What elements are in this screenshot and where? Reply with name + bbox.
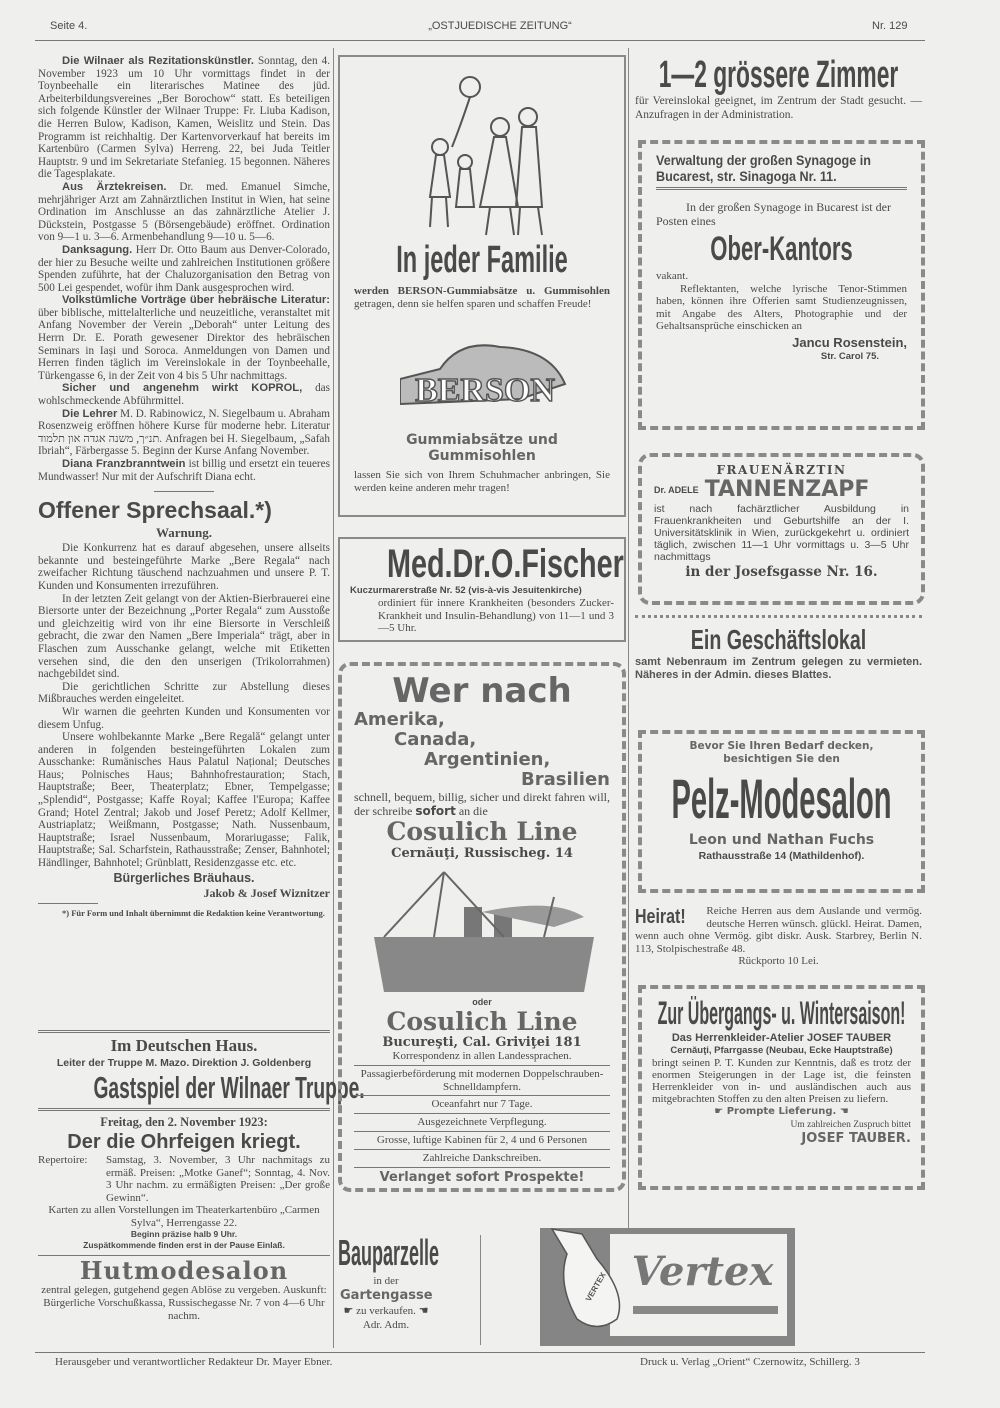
tauber-closing: Um zahlreichen Zuspruch bittet <box>790 1120 911 1130</box>
tauber-atelier: Das Herrenkleider-Atelier JOSEF TAUBER <box>671 1032 892 1044</box>
tauber-address: Cernăuţi, Pfarrgasse (Neubau, Ecke Hauptstraße) <box>670 1045 893 1056</box>
left-column <box>38 55 330 918</box>
footer-editor: Herausgeber und verantwortlicher Redakteur Dr. Mayer Ebner. <box>55 1356 333 1368</box>
pelz-title: Pelz-Modesalon <box>671 767 892 830</box>
berson-text <box>354 285 610 311</box>
signature-brewery: Bürgerliches Bräuhaus. <box>113 870 255 885</box>
sale-text: zu verkaufen. <box>356 1305 416 1317</box>
cosulich-or: oder <box>472 997 492 1007</box>
underline-bar <box>633 1306 778 1314</box>
article-heading: Volkstümliche Vorträge über hebräische Literatur: <box>62 294 330 307</box>
pointing-hand-icon: ☛ <box>714 1106 724 1117</box>
theater-play: Der die Ohrfeigen kriegt. <box>67 1131 301 1153</box>
family-illustration <box>400 67 560 242</box>
article-text: das wohlschmeckende Abführmittel. <box>38 382 330 408</box>
frauenaerztin-title: FRAUENÄRZTIN <box>716 463 847 477</box>
fischer-text: ordiniert für innere Krankheiten (besonders Zucker-Krankheit und Insulin-Behandlung) von 11—1 und 3—5 Uhr. <box>378 597 614 634</box>
divider <box>354 1113 610 1114</box>
footer-rule <box>35 1352 925 1353</box>
vertex-ad <box>540 1228 795 1346</box>
synagoge-contact: Jancu Rosenstein, <box>792 334 907 350</box>
divider <box>354 1095 610 1096</box>
fischer-ad <box>338 537 626 642</box>
berson-sub-line: Gummiabsätze und <box>406 432 558 448</box>
intro-line: Bevor Sie Ihren Bedarf decken, <box>689 740 874 752</box>
pointing-hand-icon: ☚ <box>418 1305 429 1317</box>
berson-ad <box>338 55 626 517</box>
country: Argentinien, <box>424 749 551 770</box>
synagoge-address: Str. Carol 75. <box>820 350 879 362</box>
signature-names: Jakob & Josef Wiznitzer <box>203 885 330 900</box>
berson-headline: In jeder Familie <box>396 239 568 281</box>
country-list <box>354 710 610 790</box>
doctor-surname: TANNENZAPF <box>704 477 870 502</box>
berson-shoe-logo <box>400 339 570 409</box>
theater-leader: Leiter der Truppe M. Mazo. Direktion J. Goldenberg <box>56 1057 312 1069</box>
cosulich-address-bucuresti: Bucureşti, Cal. Griviţei 181 <box>382 1035 582 1050</box>
bauparzelle-title: Bauparzelle <box>338 1232 440 1273</box>
pelz-address: Rathausstraße 14 (Mathildenhof). <box>698 850 865 862</box>
text: an die <box>458 804 488 818</box>
paragraph: Die Konkurrenz hat es darauf abgesehen, unsere allseits bekannte und besteingeführte Marke „Bere Regala“ nach zweifacher Richtung täuschend nachzuahmen und unsere P. T. Kunden und Konsumenten irrezuführen. <box>38 542 330 592</box>
berson-text-bold: werden BERSON-Gummiabsätze u. Gummisohlen <box>354 285 610 297</box>
article-text: ist billig und ersetzt ein teueres Mundwasser! Nur mit der Aufschrift Diana echt. <box>38 458 330 483</box>
repertoire-text: Samstag, 3. November, 3 Uhr nachmitags zu ermäß. Preisen: „Motke Ganef“; Sonntag, 4. Nov. 3 Uhr nachm. zu ermäßigten Preisen: „Der große Gewinn“. <box>106 1154 330 1204</box>
article-heading: Danksagung. <box>62 243 133 256</box>
column-divider <box>628 48 629 1228</box>
zimmer-text: für Vereinslokal geeignet, im Zentrum der Stadt gesucht. — Anzufragen in der Administration. <box>635 95 922 121</box>
cosulich-headline: Wer nach <box>392 671 572 711</box>
tauber-signature: JOSEF TAUBER. <box>801 1131 911 1146</box>
issue-number: Nr. 129 <box>872 20 908 32</box>
article-heading: Sicher und angenehm wirkt KOPROL, <box>62 382 303 395</box>
cosulich-name: Cosulich Line <box>386 817 578 846</box>
cosulich-correspondence: Korrespondenz in allen Landessprachen. <box>392 1050 572 1062</box>
rule <box>656 187 907 190</box>
synagoge-intro: In der großen Synagoge in Bucarest ist der Posten eines <box>656 200 891 228</box>
cosulich-name-2: Cosulich Line <box>386 1007 578 1036</box>
article-koprol <box>38 382 330 407</box>
geschaeft-text: samt Nebenraum im Zentrum gelegen zu vermieten. Näheres in der Admin. dieses Blattes. <box>635 656 922 681</box>
article-text: M. D. Rabinowicz, N. Siegelbaum u. Abraham Rosenzweig eröffnen höhere Kurse für moderne hebr. Literatur תנ״ך, משנה אגדה און תלמוד. Anfragen bei H. Siegelbaum, „Safah Ibriah“, Färbergasse 5. Beginn der Kurse Anfang November. <box>38 407 330 458</box>
repertoire <box>38 1154 330 1204</box>
cosulich-cta: Verlanget sofort Prospekte! <box>379 1170 585 1185</box>
heirat-title: Heirat! <box>635 906 686 928</box>
text: schnell, bequem, billig, sicher und direkt fahren will, der schreibe <box>354 790 610 818</box>
article-text: Herr Dr. Otto Baum aus Denver-Colorado, der hier zu Besuche weilte und zahlreichen Institutionen größere Spenden zuführte, hat der Chaluzorganisation den Betrag von 500 Lei gespendet, wofür ihm Dank ausgesprochen wird. <box>38 243 330 294</box>
feature: Passagierbeförderung mit modernen Doppelschrauben-Schnelldampfern. <box>360 1068 604 1093</box>
synagoge-text: Reflektanten, welche lyrische Tenor-Stimmen haben, können ihre Offerien samt Studienzeugnissen, mit Angabe des Alters, Photographie und der Gehaltsansprüche einschicken an <box>656 282 907 332</box>
country: Amerika, <box>354 709 445 730</box>
article-heading: Die Lehrer <box>62 407 118 420</box>
theater-start: Beginn präzise halb 9 Uhr. <box>130 1229 238 1239</box>
repertoire-label: Repertoire: <box>38 1154 88 1166</box>
vertex-brand: Vertex <box>631 1248 774 1295</box>
article-heading: Die Wilnaer als Rezitationskünstler. <box>62 55 254 67</box>
article-text: Sonntag, den 4. November 1923 um 10 Uhr vormittags findet in der Toynbeehalle ein literarisches Matinee des jüd. Arbeiterbildungsvereines „Ber Borochow“ statt. Es beteiligen sich folgende Künstler der Wilnaer Truppe: Fr. Liuba Kadison, die Herren Bulow, Kadison, Kamen, Weislitz und Stein. Das Programm ist reichhaltig. Der Kartenvorverkauf hat bereits im Kartenbüro (Carmen Sylva) Herreng. 22, bei Juda Teitler Hauptstr. 9 und im Sekretariate Stefanieg. 15 begonnen. Näheres die Tagesplakate. <box>38 55 330 181</box>
synagoge-title: Ober-Kantors <box>710 230 853 268</box>
paragraph: Unsere wohlbekannte Marke „Bere Regală“ gelangt unter anderen in folgenden besteingeführten Lokalen zum Ausschanke: Rumänisches Haus Palatul Național; Deutsches Haus; Polnisches Haus; Bahnhofrestauration; Stach, Hauptstraße; Beer, Theaterplatz; Ebner, Tempelgasse; „Splendid“, Postgasse; Kaffe Royal; Kaffee l'Europa; Kaffee Grand; Hotel Zentral; Jakob und Josef Peretz; Adolf Kellmer, Austriaplatz; Weißmann, Postgasse; Nath. Nussenbaum, Hauptstraße; Israel Nussenbaum, Morariugasse; Falik, Hauptstraße; Sal. Scharfstein, Rathausstraße; Zenser, Bahnhotel; Händlinger, Bahnhotel; Grünblatt, Residenzgasse etc. etc. <box>38 731 330 870</box>
fischer-address: Kuczurmarerstraße Nr. 52 (vis-à-vis Jesuitenkirche) <box>350 585 582 596</box>
rule <box>38 1108 330 1111</box>
divider <box>354 1167 610 1168</box>
heirat-text: Reiche Herren aus dem Auslande und vermög. deutsche Herren wünsch. glückl. Heirat. Damen, wenn auch ohne Vermög. gibt diskr. Ausk. Starbrey, Berlin N. 113, Stolpischestraße 48. <box>635 905 922 955</box>
synagoge-ad <box>638 140 925 430</box>
berson-sub-line: Gummisohlen <box>428 448 536 464</box>
berson-logo-text: BERSON <box>415 372 555 409</box>
column-divider <box>333 48 334 1348</box>
column-divider <box>480 1235 481 1345</box>
pelz-owners: Leon und Nathan Fuchs <box>688 832 875 848</box>
divider <box>354 1149 610 1150</box>
fischer-name: Med.Dr.O.Fischer <box>386 542 624 586</box>
header-rule <box>35 40 925 41</box>
doctor-name <box>654 477 909 503</box>
rule <box>38 1030 330 1033</box>
article-danksagung <box>38 244 330 294</box>
section-subtitle: Warnung. <box>156 525 212 541</box>
article-aerzte <box>38 181 330 244</box>
bauparzelle-in: in der <box>373 1275 399 1287</box>
theater-tickets: Karten zu allen Vorstellungen im Theaterkartenbüro „Carmen Sylva“, Herrengasse 22. <box>48 1204 320 1229</box>
cosulich-address-cernauti: Cernăuţi, Russischeg. 14 <box>391 846 573 861</box>
paragraph: Die gerichtlichen Schritte zur Abstellung dieses Mißbrauches werden eingeleitet. <box>38 680 330 706</box>
frauenaerztin-text: ist nach fachärztlicher Ausbildung in Frauenkrankheiten und Geburtshilfe an der I. Universitätsklinik in Wien, zurückgekehrt u. ordiniert täglich, zwischen 11—1 Uhr vormittags u. 3—5 Uhr nachmittags <box>654 503 909 563</box>
paragraph: In der letzten Zeit gelangt von der Aktien-Bierbrauerei eine Biersorte unter der Bezeichnung „Porter Regala“ zum Ausstoße und gleichzeitig wird von ihr eine Biersorte in Verschleiß gebracht, die zwar den Namen „Bere Imperiala“ trägt, aber in Flaschen zum Ausschanke gelangt, welche mit Etiketten versehen sind, die den den unserigen (Trikolorrahmen) nachgebildet sind. <box>38 592 330 681</box>
heirat-ad <box>635 905 922 968</box>
theater-late: Zuspätkommende finden erst in der Pause Einlaß. <box>83 1240 285 1250</box>
frauenaerztin-address: in der Josefsgasse Nr. 16. <box>685 564 878 580</box>
bauparzelle-ad <box>338 1232 440 1332</box>
bauparzelle-sale <box>330 1304 442 1318</box>
pelz-ad <box>638 730 925 893</box>
tauber-title: Zur Übergangs- u. Wintersaison! <box>657 995 906 1031</box>
article-text: über biblische, mittelalterliche und neuzeitliche, veranstaltet mit Anfang November der Verein „Deborah“ unter Leitung des Herrn Dr. E. Porath gewesener Direktor des hebräischen Seminars in Iași und Soroca. Anmeldungen von Damen und Herren finden täglich im Vereinslokale in der Toynbeehalle, Türkengasse 6, in der Zeit von 4 bis 5 Uhr nachmittags. <box>38 306 330 382</box>
geschaeftslokal-ad <box>635 615 922 682</box>
heirat-postage: Rückporto 10 Lei. <box>738 955 819 967</box>
theater-headline: Gastspiel der Wilnaer Truppe. <box>93 1070 365 1105</box>
article-vortraege <box>38 294 330 382</box>
theater-date: Freitag, den 2. November 1923: <box>100 1115 268 1129</box>
article-heading: Diana Franzbranntwein <box>62 458 186 470</box>
hutmodesalon-text: zentral gelegen, gutgehend gegen Ablöse zu vergeben. Auskunft: Bürgerliche Vorschußkassa, Russischegasse Nr. 7 von 4—6 Uhr nachm. <box>41 1284 327 1322</box>
tauber-text: bringt seinen P. T. Kunden zur Kenntnis, daß es trotz der enormen Steigerungen in der Lage ist, die feinsten Herrenkleider von in- und ausländischen auch aus mitgebrachten Stoffen zu den alten Preisen zu liefern. <box>652 1057 911 1105</box>
theater-title: Im Deutschen Haus. <box>110 1036 258 1055</box>
footnote-rule <box>38 903 98 904</box>
pelz-intro <box>654 740 909 766</box>
bulb-label: VERTEX <box>583 1270 608 1303</box>
berson-text-rest: getragen, denn sie helfen sparen und schaffen Freude! <box>354 298 592 310</box>
cosulich-ad <box>338 662 626 1192</box>
theater-ad <box>38 1030 365 1323</box>
page-number: Seite 4. <box>50 20 88 32</box>
frauenaerztin-ad <box>638 453 925 605</box>
doctor-prefix: Dr. ADELE <box>654 485 699 495</box>
article-wilnaer <box>38 55 330 181</box>
country: Brasilien <box>521 769 610 790</box>
article-heading: Aus Ärztekreisen. <box>62 180 167 193</box>
divider <box>154 491 214 492</box>
footer-printer: Druck u. Verlag „Orient“ Czernowitz, Schillerg. 3 <box>640 1356 860 1368</box>
feature: Oceanfahrt nur 7 Tage. <box>431 1098 533 1110</box>
tauber-delivery <box>652 1105 911 1119</box>
tauber-ad <box>638 985 925 1190</box>
intro-line: besichtigen Sie den <box>723 753 840 765</box>
divider <box>354 1065 610 1066</box>
synagoge-head: Verwaltung der großen Synagoge in Bucarest, str. Sinagoga Nr. 11. <box>656 152 871 184</box>
text-bold: sofort <box>415 804 456 818</box>
article-lehrer <box>38 408 330 458</box>
article-diana <box>38 458 330 483</box>
feature: Ausgezeichnete Verpflegung. <box>417 1116 547 1128</box>
newspaper-title: „OSTJUEDISCHE ZEITUNG“ <box>428 20 572 32</box>
feature: Grosse, luftige Kabinen für 2, 4 und 6 Personen <box>376 1134 588 1146</box>
divider <box>354 1131 610 1132</box>
rule <box>635 615 922 618</box>
hutmodesalon-title: Hutmodesalon <box>79 1256 289 1285</box>
steamship-illustration <box>354 867 614 997</box>
article-text: Dr. med. Emanuel Simche, mehrjähriger Arzt am Zahnärztlichen Institut in Wien, hat seine Ordination im Anschlusse an das zahnärztliche Atelier J. Dückstein, Postgasse 5 (Börsengebäude) eröffnet. Ordination von 9—1 u. 3—6. Armenbehandlung 9—10 u. 5—6. <box>38 180 330 244</box>
zimmer-title: 1—2 grössere Zimmer <box>658 54 899 96</box>
section-title: Offener Sprechsaal.*) <box>38 497 272 524</box>
berson-sub <box>340 432 624 464</box>
country: Canada, <box>394 729 477 750</box>
geschaeft-title: Ein Geschäftslokal <box>690 624 867 655</box>
synagoge-vakant: vakant. <box>656 270 689 282</box>
pointing-hand-icon: ☚ <box>839 1106 849 1117</box>
cosulich-text <box>354 790 610 818</box>
paragraph: Wir warnen die geehrten Kunden und Konsumenten vor diesem Unfug. <box>38 705 330 731</box>
zimmer-ad <box>635 55 922 122</box>
light-bulb-icon <box>542 1224 632 1339</box>
feature: Zahlreiche Dankschreiben. <box>422 1152 542 1164</box>
berson-text2: lassen Sie sich von Ihrem Schuhmacher anbringen, Sie werden keine anderen mehr tragen! <box>354 469 610 494</box>
pointing-hand-icon: ☛ <box>343 1305 354 1317</box>
footnote: *) Für Form und Inhalt übernimmt die Redaktion keine Verantwortung. <box>62 908 325 919</box>
bauparzelle-street: Gartengasse <box>340 1288 433 1303</box>
bauparzelle-contact: Adr. Adm. <box>362 1319 410 1331</box>
delivery-text: Prompte Lieferung. <box>726 1106 837 1117</box>
